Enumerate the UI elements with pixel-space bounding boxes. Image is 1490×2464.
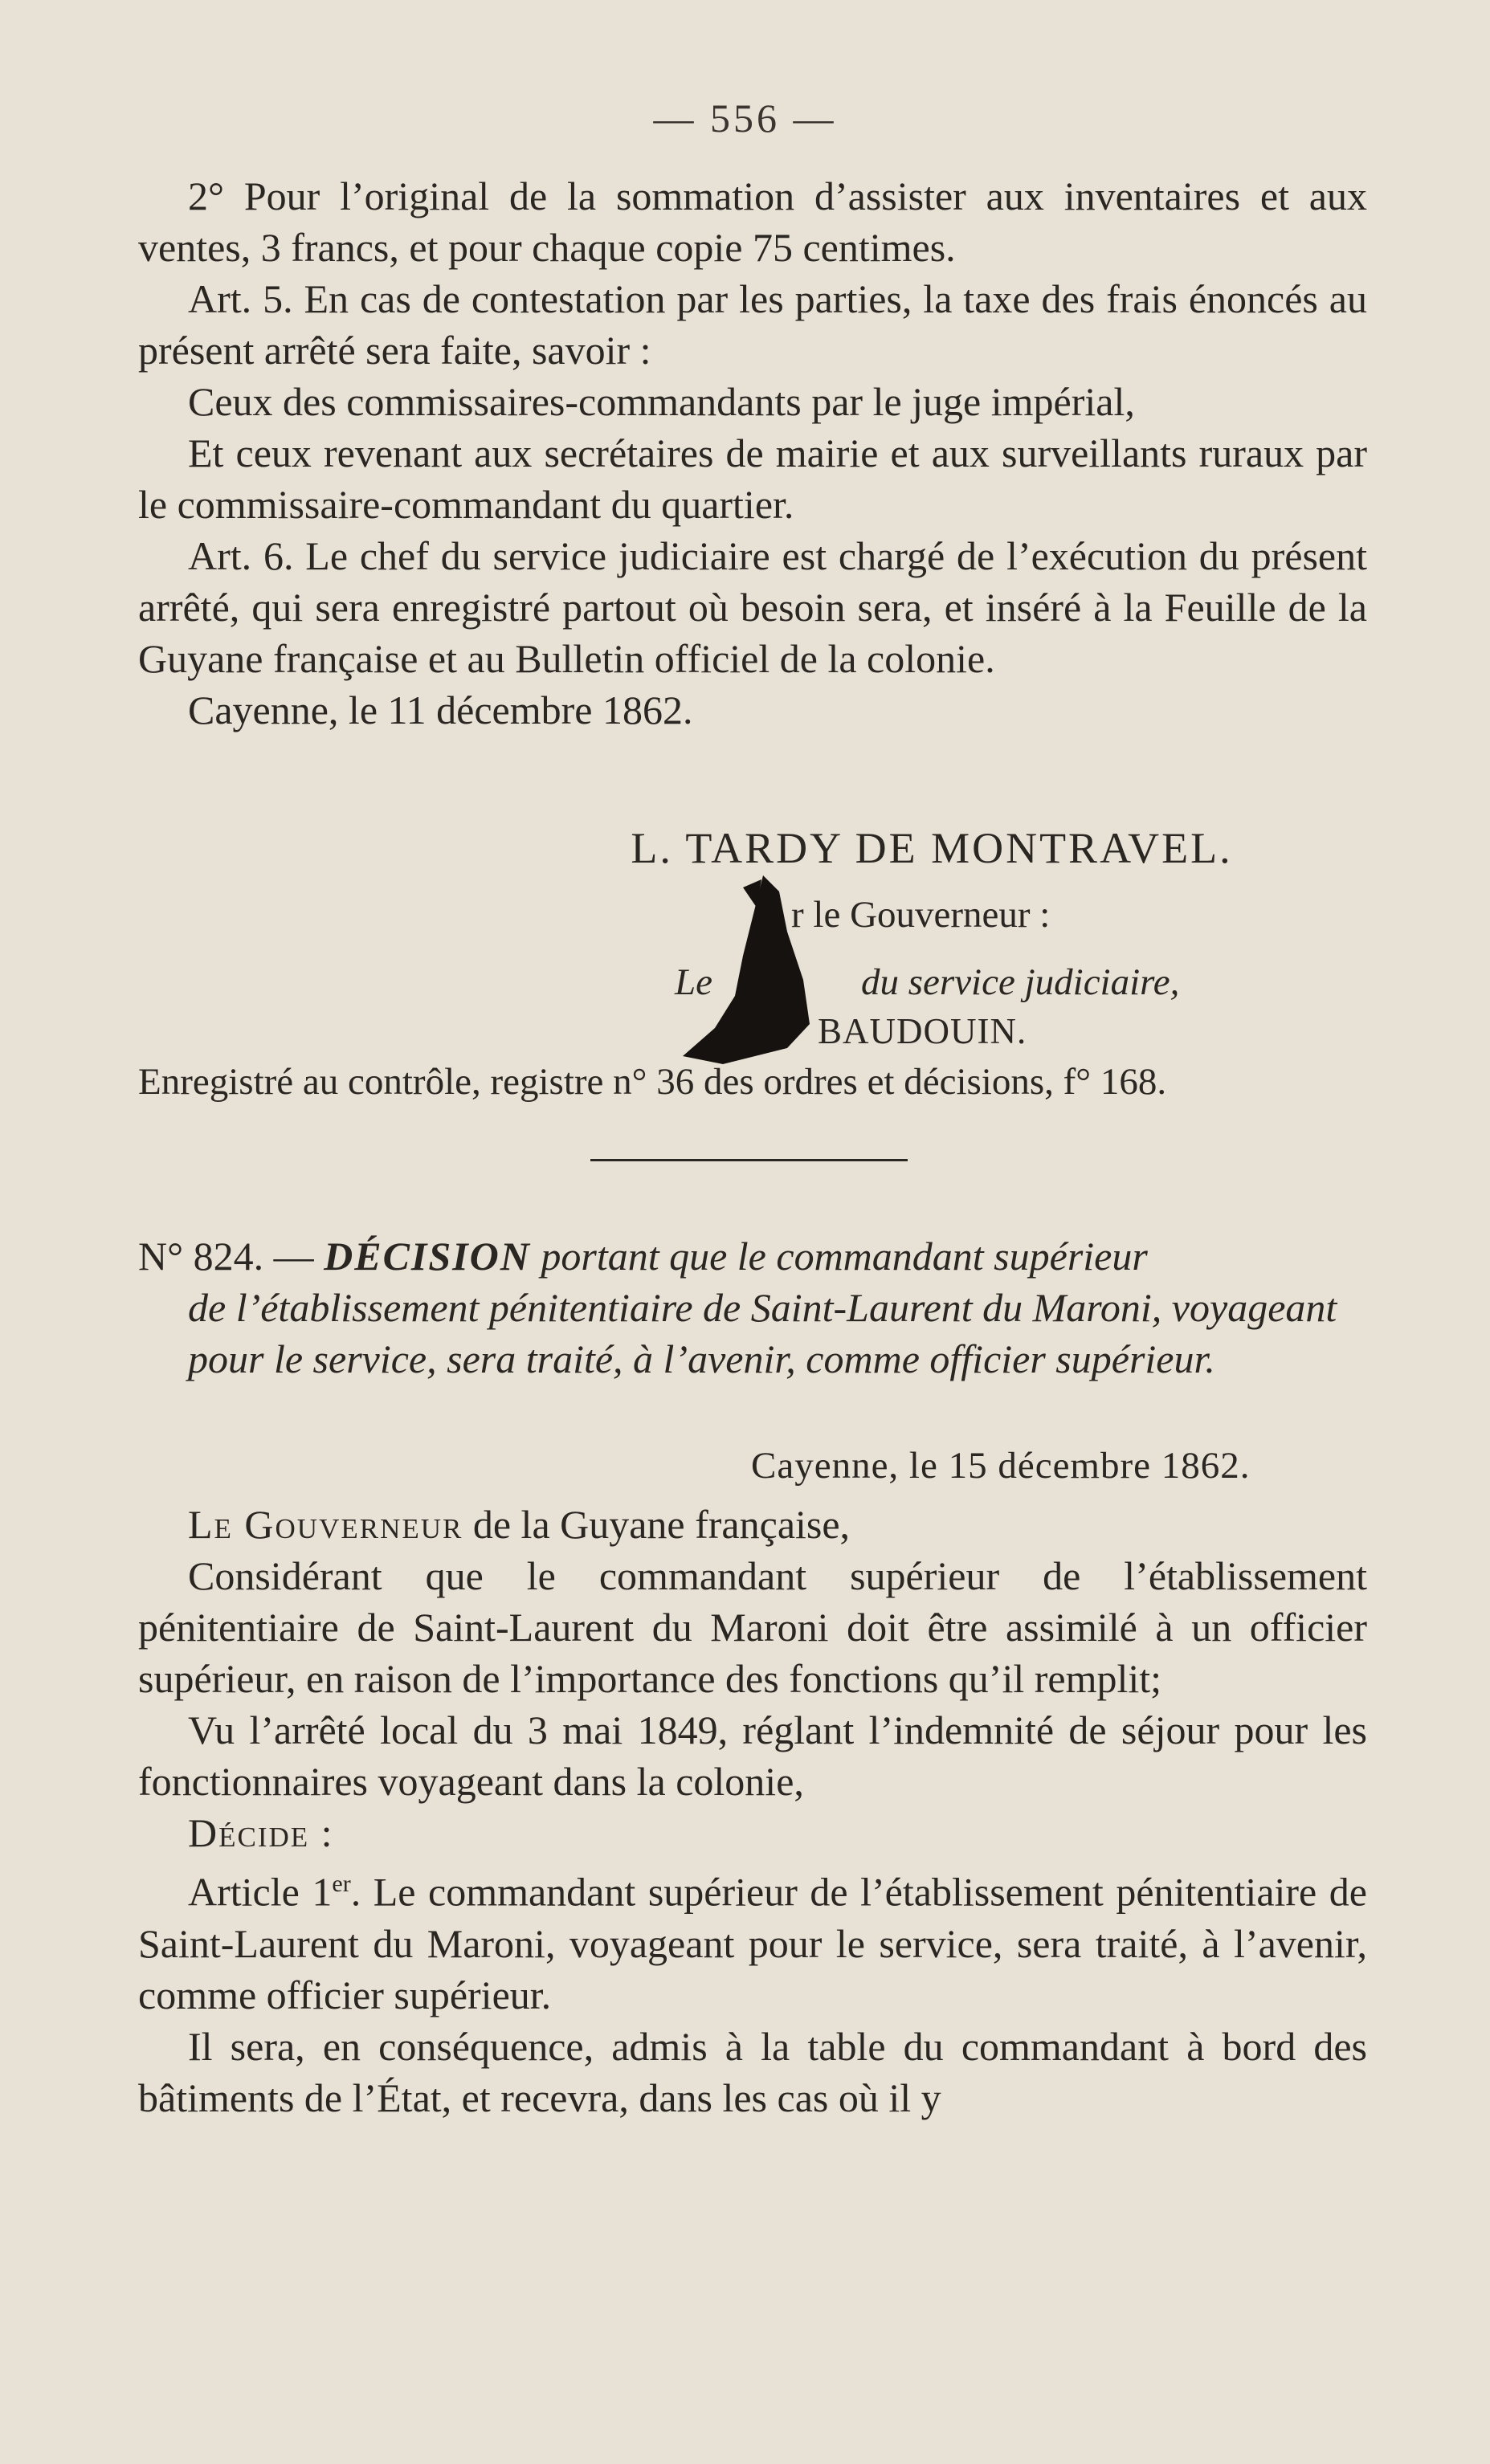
ink-blot-icon [667,875,811,1068]
paragraph-article-1 [138,1858,1367,2021]
gouverneur-rest: de la Guyane française, [463,1502,851,1547]
paragraph-date-cayenne-11: Cayenne, le 11 décembre 1862. [188,687,693,732]
registre-note: Enregistré au contrôle, registre n° 36 des ordres et décisions, f° 168. [138,1061,1167,1103]
section-divider [590,1159,908,1161]
decision-keyword: DÉCISION [324,1234,531,1279]
paragraph-il-sera: Il sera, en conséquence, admis à la table du commandant à bord des bâtiments de l’État, et recevra, dans les cas où il y [138,2023,1367,2120]
paragraph-secretaires: Et ceux revenant aux secrétaires de mairie et aux surveillants ruraux par le commissaire-commandant du quartier. [138,430,1367,527]
decision-number: N° 824. — [138,1234,314,1279]
decision-heading [138,1230,1375,1385]
paragraph-decide: Décide : [188,1810,334,1855]
paragraph-art-5: Art. 5. En cas de contestation par les parties, la taxe des frais énoncés au présent arrêté sera faite, savoir : [138,276,1367,373]
signature-line-gouverneur: r le Gouverneur : [791,894,1051,936]
decision-dateline: Cayenne, le 15 décembre 1862. [751,1445,1251,1487]
page-number: — 556 — [653,96,837,141]
decision-title-rest: de l’établissement pénitentiaire de Saint-Laurent du Maroni, voyageant pour le service, sera traité, à l’avenir, comme officier supérieur. [188,1285,1337,1381]
paragraph-art-6: Art. 6. Le chef du service judiciaire est chargé de l’exécution du présent arrêté, qui sera enregistré partout où besoin sera, et inséré à la Feuille de la Guyane française et au Bulletin officiel de la colonie. [138,533,1367,681]
decision-title-line1: portant que le commandant supérieur [541,1234,1148,1279]
signature-line-service-right: du service judiciaire, [861,961,1180,1003]
signatory-baudouin: BAUDOUIN. [818,1011,1027,1051]
decision-body [138,1499,1367,2123]
paragraph-tarif-sommation: 2° Pour l’original de la sommation d’assister aux inventaires et aux ventes, 3 francs, et pour chaque copie 75 centimes. [138,173,1367,270]
paragraph-vu: Vu l’arrêté local du 3 mai 1849, réglant l’indemnité de séjour pour les fonctionnaires voyageant dans la colonie, [138,1707,1367,1804]
signatory-name: L. TARDY DE MONTRAVEL. [631,824,1233,872]
paragraph-gouverneur [138,1499,1367,1550]
article1-sup: er [332,1870,351,1897]
article1-text: . Le commandant supérieur de l’établissement pénitentiaire de Saint-Laurent du Maroni, voyageant pour le service, sera traité, à l’avenir, comme officier supérieur. [138,1869,1367,2017]
signature-line-service-left: Le [675,961,712,1003]
paragraph-considerant: Considérant que le commandant supérieur de l’établissement pénitentiaire de Saint-Laurent du Maroni doit être assimilé à un officier supérieur, en raison de l’importance des fonctions qu’il remplit; [138,1553,1367,1701]
paragraph-commissaires: Ceux des commissaires-commandants par le juge impérial, [188,379,1135,424]
article1-label: Article 1 [188,1869,333,1915]
top-text-block [138,170,1367,736]
gouverneur-smallcaps: Le Gouverneur [188,1502,463,1547]
